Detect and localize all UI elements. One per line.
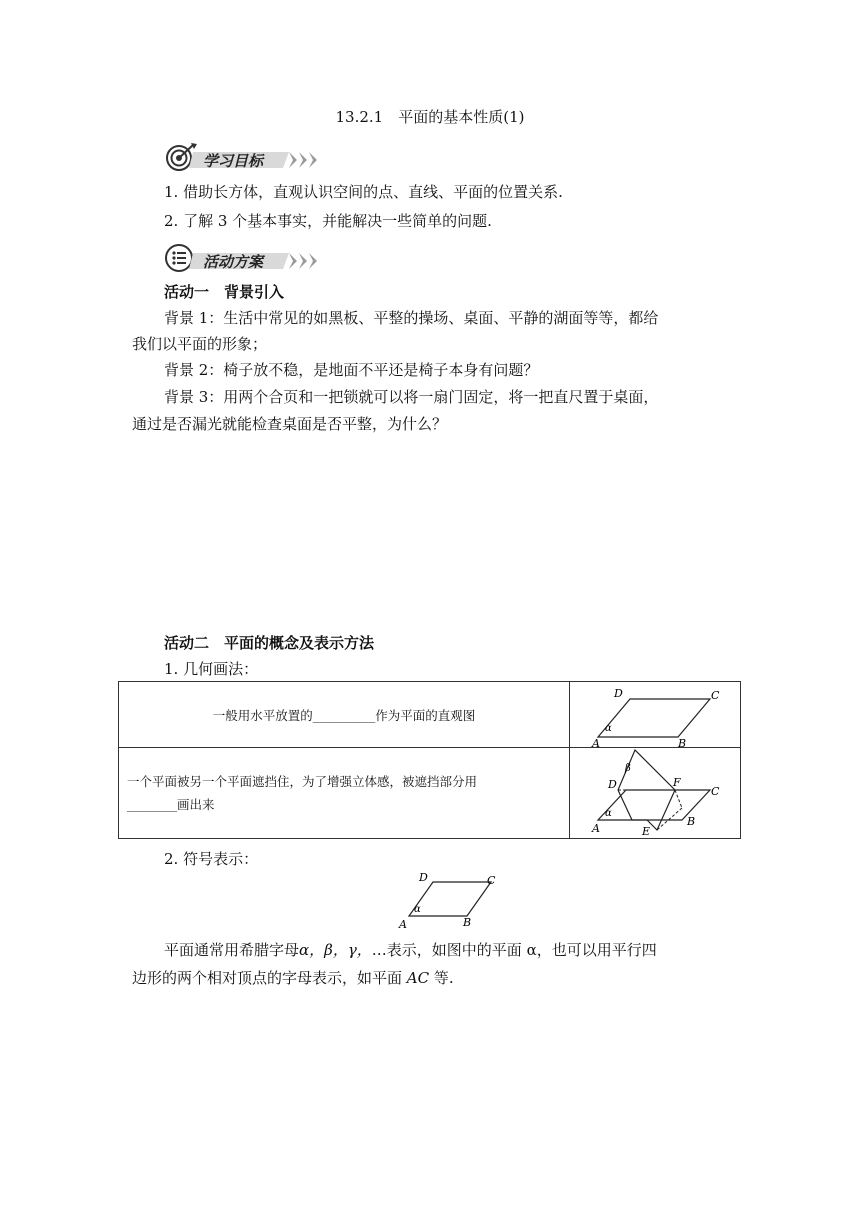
label-d: D (419, 871, 428, 884)
parallelogram-figure (570, 683, 740, 747)
table-row (119, 748, 741, 839)
objective-item-2: 2. 了解 3 个基本事实，并能解决一些简单的问题. (164, 212, 492, 230)
row2-text-cell (119, 748, 570, 839)
objectives-badge-label: 学习目标 (203, 152, 264, 170)
notation-desc-text: 边形的两个相对顶点的字母表示，如平面 (132, 969, 407, 987)
intersecting-planes-figure (570, 748, 740, 838)
row2-text-after: 画出来 (177, 797, 215, 812)
page-title: 13.2.1 平面的基本性质(1) (335, 108, 525, 126)
label-c: C (487, 874, 496, 887)
label-alpha: α (414, 904, 421, 915)
label-f: F (673, 776, 681, 789)
greek-letters: α，β，γ， (299, 941, 372, 959)
row1-text-before: 一般用水平放置的 (212, 707, 313, 723)
table-row (119, 682, 741, 748)
label-a: A (592, 736, 600, 747)
row1-text-after: 作为平面的直观图 (375, 707, 476, 723)
label-c: C (711, 785, 720, 798)
drawing-method-label: 1. 几何画法： (164, 660, 259, 678)
background2: 背景 2：椅子放不稳，是地面不平还是椅子本身有问题？ (164, 361, 539, 379)
plane-symbol-figure (395, 870, 505, 932)
label-b: B (678, 736, 687, 747)
background3-line1: 背景 3：用两个合页和一把锁就可以将一扇门固定，将一把直尺置于桌面， (164, 388, 659, 406)
label-b: B (687, 815, 696, 828)
background3-line2: 通过是否漏光就能检查桌面是否平整，为什么？ (132, 415, 448, 433)
notation-desc-line1 (164, 936, 657, 965)
notation-desc-text: 平面通常用希腊字母 (164, 941, 300, 959)
label-a: A (399, 918, 407, 931)
symbol-notation-label: 2. 符号表示： (164, 850, 259, 868)
label-alpha: α (605, 722, 612, 734)
row2-blank: ________ (127, 797, 177, 812)
label-alpha: α (605, 808, 612, 819)
label-d: D (608, 778, 617, 791)
objectives-badge (163, 141, 323, 171)
label-beta: β (625, 763, 631, 774)
label-b: B (463, 916, 472, 929)
notation-desc-line2 (132, 964, 454, 993)
activity1-heading: 活动一 背景引入 (164, 283, 285, 301)
background1-line1: 背景 1：生活中常见的如黑板、平整的操场、桌面、平静的湖面等等，都给 (164, 309, 659, 327)
row1-blank: __________ (312, 707, 376, 723)
objective-item-1: 1. 借助长方体，直观认识空间的点、直线、平面的位置关系. (164, 183, 563, 201)
label-c: C (711, 688, 720, 702)
drawing-method-table (118, 681, 741, 839)
plane-ac: AC (406, 969, 430, 987)
background1-line2: 我们以平面的形象； (132, 335, 268, 353)
activity2-heading: 活动二 平面的概念及表示方法 (164, 634, 375, 652)
row2-figure-cell (570, 748, 741, 839)
label-e: E (642, 825, 651, 838)
notation-desc-text: …表示，如图中的平面 α，也可以用平行四 (371, 941, 657, 959)
notation-desc-text: 等. (429, 969, 454, 987)
label-a: A (592, 822, 600, 835)
label-d: D (614, 686, 623, 700)
row2-text-line1: 一个平面被另一个平面遮挡住，为了增强立体感，被遮挡部分用 (127, 774, 478, 789)
row1-figure-cell (570, 682, 741, 748)
row1-text-cell (119, 682, 570, 748)
activities-badge-label: 活动方案 (203, 253, 264, 271)
activities-badge (163, 242, 323, 272)
